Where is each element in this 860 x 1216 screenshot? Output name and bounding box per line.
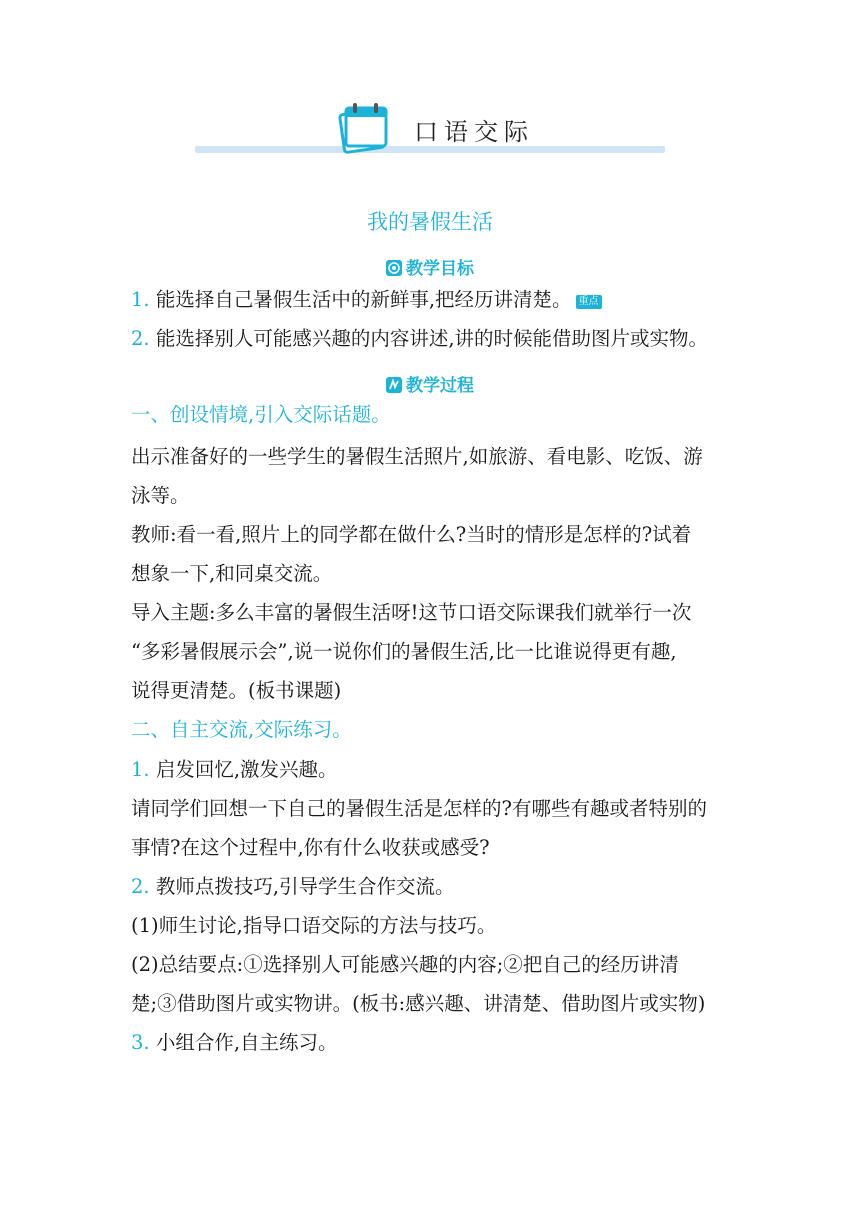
paragraph-line: 出示准备好的一些学生的暑假生活照片,如旅游、看电影、吃饭、游 (131, 445, 703, 468)
paragraph-line: 说得更清楚。(板书课题) (131, 679, 342, 702)
part2-title: 二、自主交流,交际练习。 (131, 718, 352, 741)
step-line (131, 1032, 338, 1054)
objective-number: 1. (131, 288, 150, 311)
step-line (131, 759, 338, 781)
paragraph-line: 楚;③借助图片或实物讲。(板书:感兴趣、讲清楚、借助图片或实物) (131, 992, 706, 1015)
process-heading (0, 371, 860, 396)
paragraph-line: 泳等。 (131, 484, 190, 507)
paragraph-line: (1)师生讨论,指导口语交际的方法与技巧。 (131, 914, 497, 937)
step-text: 教师点拨技巧,引导学生合作交流。 (155, 875, 455, 898)
step-number: 1. (131, 758, 150, 781)
objective-item (131, 328, 708, 350)
objectives-heading (0, 254, 860, 279)
paragraph-line: 教师:看一看,照片上的同学都在做什么?当时的情形是怎样的?试着 (131, 523, 692, 546)
paragraph-line: 请同学们回想一下自己的暑假生活是怎样的?有哪些有趣或者特别的 (131, 797, 707, 820)
paragraph-line: 想象一下,和同桌交流。 (131, 562, 333, 585)
step-number: 2. (131, 875, 150, 898)
header-title: 口语交际 (414, 118, 534, 146)
process-icon (386, 377, 402, 393)
objective-text: 能选择别人可能感兴趣的内容讲述,讲的时候能借助图片或实物。 (155, 327, 709, 350)
objective-text: 能选择自己暑假生活中的新鲜事,把经历讲清楚。 (155, 288, 572, 311)
part1-title: 一、创设情境,引入交际话题。 (131, 403, 391, 426)
paragraph-line: “多彩暑假展示会”,说一说你们的暑假生活,比一比谁说得更有趣, (131, 640, 677, 663)
step-number: 3. (131, 1031, 150, 1054)
objective-number: 2. (131, 327, 150, 350)
key-point-badge: 重点 (576, 295, 602, 309)
calendar-icon (336, 100, 392, 156)
process-heading-label: 教学过程 (406, 376, 474, 396)
objective-item (131, 289, 602, 311)
paragraph-line: (2)总结要点:①选择别人可能感兴趣的内容;②把自己的经历讲清 (131, 953, 679, 976)
header-underline-bar (195, 146, 665, 153)
target-icon (386, 260, 402, 276)
step-text: 小组合作,自主练习。 (155, 1031, 338, 1054)
objectives-heading-label: 教学目标 (406, 259, 474, 279)
paragraph-line: 事情?在这个过程中,你有什么收获或感受? (131, 836, 490, 859)
paragraph-line: 导入主题:多么丰富的暑假生活呀!这节口语交际课我们就举行一次 (131, 601, 692, 624)
page-header (0, 0, 860, 170)
step-line (131, 876, 455, 898)
lesson-title: 我的暑假生活 (367, 210, 493, 234)
step-text: 启发回忆,激发兴趣。 (155, 758, 338, 781)
